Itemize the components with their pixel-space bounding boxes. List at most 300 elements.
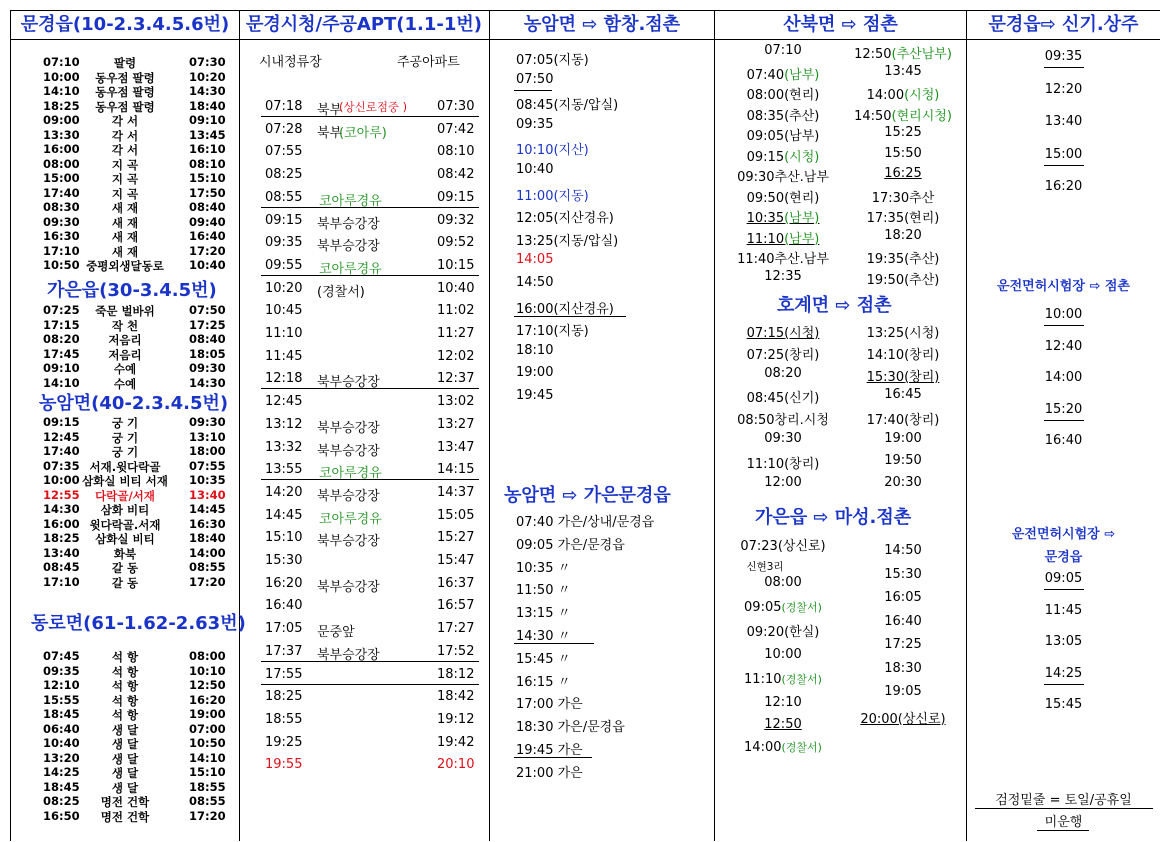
- route-stops: 새 재: [111, 244, 139, 259]
- route-stops: 죽문 벌바위: [95, 304, 155, 318]
- nongam-hamchang-time: 19:00: [516, 365, 554, 381]
- col3-section-gaeun: 농암면 ⇨ 가은문경읍: [504, 485, 671, 506]
- col1-row: [11, 113, 239, 127]
- depart-time: 08:00: [43, 156, 80, 171]
- col2-sub-right: 주공아파트: [397, 55, 460, 70]
- col1-row: [11, 459, 239, 473]
- depart-time: 07:28: [265, 121, 303, 137]
- sanbuk-time: 07:10: [764, 43, 802, 58]
- col1-row: [11, 186, 239, 200]
- route-via: (경찰서): [317, 284, 365, 300]
- nongam-gaeun-time: 18:30 가은/문경읍: [516, 720, 625, 736]
- sinki-time: 16:40: [1044, 433, 1083, 449]
- depart-time: 18:55: [265, 711, 303, 727]
- sanbuk-time: 08:00(현리): [746, 88, 820, 103]
- return-time: 17:20: [189, 808, 226, 823]
- route-stops: 다락골/서재: [95, 488, 155, 503]
- depart-time: 15:10: [265, 530, 303, 546]
- sanbuk-time: 17:40(창리): [866, 413, 940, 429]
- depart-time: 13:40: [43, 545, 80, 560]
- sanbuk-time: 11:10(남부): [746, 231, 820, 247]
- arrive-time: 18:42: [437, 689, 475, 705]
- col5-header: 문경읍⇨ 신기.상주: [967, 11, 1160, 40]
- sinki-time: 15:20: [1044, 401, 1083, 417]
- sinki-time: 15:00: [1044, 146, 1083, 162]
- col3-header: 농암면 ⇨ 함창.점촌: [490, 11, 714, 40]
- nongam-hamchang-time: 09:35: [516, 116, 554, 132]
- depart-time: 14:20: [265, 484, 303, 500]
- underline: [261, 479, 479, 480]
- depart-time: 07:45: [43, 649, 80, 663]
- sanbuk-time: 20:30: [884, 474, 922, 490]
- route-stops: 명전 건학: [100, 795, 150, 809]
- route-via: 북부승강장: [317, 375, 380, 391]
- depart-time: 10:20: [265, 280, 303, 296]
- col2-row: [239, 576, 489, 596]
- underline: [261, 684, 479, 685]
- underline: [514, 757, 592, 758]
- return-time: 08:00: [189, 649, 226, 663]
- underline: [1044, 165, 1084, 166]
- route-stops: 궁 기: [111, 430, 139, 445]
- nongam-gaeun-time: 17:00 가은: [516, 697, 583, 713]
- depart-time: 14:30: [43, 502, 80, 516]
- depart-time: 17:55: [265, 666, 303, 682]
- col1-row: [11, 55, 239, 69]
- return-time: 08:10: [189, 156, 226, 171]
- col2-row: [239, 281, 489, 301]
- depart-time: 11:10: [265, 326, 303, 341]
- nongam-gaeun-time: 21:00 가은: [516, 765, 583, 781]
- nongam-gaeun-time: 11:50 〃: [516, 583, 571, 599]
- col1-section-nongam: 농암면(40-2.3.4.5번): [39, 393, 229, 414]
- arrive-time: 16:57: [437, 598, 475, 614]
- route-stops: 생 달: [111, 722, 139, 737]
- col1-row: [11, 430, 239, 444]
- return-time: 08:55: [189, 794, 226, 808]
- col1-row: [11, 332, 239, 346]
- return-time: 07:30: [189, 55, 226, 69]
- arrive-time: 07:42: [437, 121, 475, 137]
- depart-time: 09:35: [265, 235, 303, 251]
- col2-row: [239, 735, 489, 755]
- route-stops: 동우점 팔령: [95, 85, 155, 99]
- underline: [261, 207, 479, 208]
- route-stops: 석 항: [111, 664, 139, 679]
- sanbuk-time: 11:10(창리): [746, 456, 820, 472]
- col1-row: [11, 376, 239, 390]
- sanbuk-time: 14:10(창리): [866, 347, 940, 363]
- sanbuk-time: 19:50: [884, 452, 922, 468]
- sanbuk-time: 12:35: [764, 268, 802, 284]
- depart-time: 16:30: [43, 229, 80, 243]
- depart-time: 18:45: [43, 707, 80, 721]
- route-note: 코아루경유: [319, 261, 382, 277]
- arrive-time: 14:15: [437, 462, 475, 478]
- return-time: 12:50: [189, 678, 226, 692]
- col2-row: [239, 303, 489, 323]
- sanbuk-time: 15:30(창리): [866, 369, 940, 385]
- route-note: 코아루경유: [319, 193, 382, 209]
- depart-time: 07:25: [43, 303, 80, 317]
- arrive-time: 09:15: [437, 189, 475, 205]
- sanbuk-time: 08:35(추산): [746, 108, 820, 124]
- return-time: 10:10: [189, 663, 226, 678]
- col1-section-gaeun: 가은읍(30-3.4.5번): [47, 280, 217, 301]
- route-note: 코아루경유: [319, 466, 382, 482]
- route-stops: 석 항: [111, 708, 139, 722]
- depart-time: 16:50: [43, 808, 80, 823]
- nongam-hamchang-time: 07:05(지동): [516, 53, 589, 68]
- gaeun-time: 14:50: [884, 543, 922, 558]
- return-time: 15:10: [189, 765, 226, 779]
- sanbuk-time: 14:00(시청): [866, 88, 940, 103]
- route-stops: 저음리: [108, 333, 142, 347]
- nongam-hamchang-time: 18:10: [516, 342, 554, 358]
- col-nongam: [490, 11, 715, 841]
- col5-section-license: 운전면허시험장 ⇨ 점촌: [997, 279, 1130, 294]
- col1-row: [11, 244, 239, 258]
- col2-row: [239, 326, 489, 346]
- col1-row: [11, 444, 239, 458]
- route-stops: 화북: [113, 546, 137, 561]
- arrive-time: 10:15: [437, 257, 475, 273]
- sanbuk-time: 07:25(창리): [746, 347, 820, 363]
- gaeun-time: 16:05: [884, 590, 922, 605]
- return-time: 13:10: [189, 429, 226, 444]
- route-stops: 궁 기: [111, 445, 139, 459]
- col1-row: [11, 157, 239, 171]
- route-stops: 삼화실 비티 서재: [82, 474, 168, 488]
- arrive-time: 13:27: [437, 416, 475, 432]
- col1-header: 문경읍(10-2.3.4.5.6번): [11, 11, 239, 40]
- timetable: [10, 10, 1160, 841]
- route-stops: 석 항: [111, 693, 139, 708]
- sanbuk-time: 11:40추산.남부: [737, 252, 829, 267]
- route-stops: 생 달: [111, 780, 139, 795]
- col2-row: [239, 417, 489, 437]
- col1-row: [11, 502, 239, 516]
- col5-section-mungyeong: 문경읍: [1044, 550, 1083, 565]
- depart-time: 07:18: [265, 99, 303, 114]
- col1-row: [11, 473, 239, 487]
- route-via: 북부승강장: [317, 647, 380, 663]
- gaeun-time: 19:05: [884, 684, 922, 699]
- arrive-time: 20:10: [437, 757, 475, 773]
- return-time: 16:10: [189, 142, 226, 156]
- return-time: 14:45: [189, 502, 226, 516]
- return-time: 07:55: [189, 458, 226, 473]
- underline: [514, 643, 594, 644]
- gaeun-time: 12:50: [764, 717, 802, 732]
- nongam-hamchang-time: 10:40: [516, 162, 554, 177]
- nongam-gaeun-time: 16:15 〃: [516, 674, 571, 690]
- route-via: 북부승강장: [317, 579, 380, 595]
- arrive-time: 13:47: [437, 439, 475, 455]
- col2-row: [239, 508, 489, 528]
- sinki-time: 09:05: [1044, 571, 1083, 586]
- col1-row: [11, 361, 239, 375]
- depart-time: 17:37: [265, 643, 303, 659]
- route-stops: 윗다락골.서재: [89, 517, 161, 532]
- depart-time: 09:00: [43, 113, 80, 127]
- depart-time: 09:55: [265, 257, 303, 273]
- gaeun-time: 08:00: [764, 575, 802, 590]
- depart-time: 13:30: [43, 127, 80, 142]
- sinki-time: 14:00: [1044, 370, 1083, 386]
- sanbuk-time: 09:30추산.남부: [737, 170, 829, 185]
- sinki-time: 10:00: [1044, 307, 1083, 322]
- depart-time: 09:35: [43, 663, 80, 678]
- route-stops: 수예: [113, 376, 137, 391]
- depart-time: 17:45: [43, 346, 80, 361]
- col1-row: [11, 722, 239, 736]
- return-time: 10:40: [189, 258, 226, 272]
- gaeun-time: 15:30: [884, 566, 922, 582]
- route-via: 북부: [317, 125, 343, 141]
- col1-row: [11, 171, 239, 185]
- col1-row: [11, 809, 239, 823]
- sinki-time: 13:40: [1044, 114, 1083, 129]
- legend-note: 검정밑줄 = 토일/공휴일: [995, 793, 1132, 808]
- sanbuk-time: 14:50(현리시청): [854, 108, 952, 124]
- gaeun-time: 14:00(경찰서): [744, 740, 822, 755]
- return-time: 16:20: [189, 692, 226, 707]
- depart-time: 10:45: [265, 303, 303, 319]
- nongam-hamchang-time: 12:05(지산경유): [516, 211, 614, 227]
- col1-row: [11, 693, 239, 707]
- col2-row: [239, 144, 489, 164]
- depart-time: 14:10: [43, 375, 80, 390]
- nongam-hamchang-time: 13:25(지동/압실): [516, 233, 619, 249]
- depart-time: 18:25: [43, 531, 80, 545]
- depart-time: 10:00: [43, 473, 80, 487]
- col2-row: [239, 757, 489, 777]
- arrive-time: 18:12: [437, 666, 475, 682]
- depart-time: 07:55: [265, 144, 303, 160]
- route-stops: 생 달: [111, 751, 139, 766]
- route-via: 북부: [317, 103, 343, 118]
- underline: [514, 90, 552, 91]
- arrive-time: 08:10: [437, 144, 475, 160]
- sanbuk-time: 12:00: [764, 474, 802, 490]
- sanbuk-time: 08:50창리.시청: [737, 413, 829, 429]
- depart-time: 14:10: [43, 84, 80, 98]
- depart-time: 13:20: [43, 750, 80, 765]
- col1-row: [11, 780, 239, 794]
- col2-row: [239, 440, 489, 460]
- nongam-gaeun-time: 14:30 〃: [516, 629, 571, 644]
- nongam-hamchang-time: 08:45(지동/압실): [516, 98, 619, 114]
- col2-sub-left: 시내정류장: [259, 55, 322, 70]
- arrive-time: 10:40: [437, 280, 475, 296]
- depart-time: 08:25: [265, 167, 303, 183]
- col1-row: [11, 347, 239, 361]
- depart-time: 18:45: [43, 779, 80, 794]
- route-stops: 팔령: [113, 56, 137, 70]
- col1-row: [11, 415, 239, 429]
- depart-time: 08:25: [43, 794, 80, 808]
- depart-time: 19:55: [265, 757, 303, 773]
- col2-row: [239, 485, 489, 505]
- route-stops: 서재.윗다락골: [89, 459, 161, 474]
- return-time: 18:00: [189, 444, 226, 458]
- route-note: (상신로점중 ): [339, 100, 408, 114]
- depart-time: 12:45: [43, 429, 80, 444]
- depart-time: 12:10: [43, 678, 80, 692]
- route-stops: 동우점 팔령: [95, 70, 155, 85]
- return-time: 17:20: [189, 574, 226, 589]
- depart-time: 12:55: [43, 487, 80, 502]
- underline: [1044, 325, 1084, 326]
- col1-row: [11, 258, 239, 272]
- return-time: 18:40: [189, 531, 226, 545]
- route-via: 북부승강장: [317, 488, 380, 504]
- route-stops: 각 서: [111, 128, 139, 143]
- route-stops: 동우점 팔령: [95, 99, 155, 114]
- depart-time: 10:40: [43, 736, 80, 750]
- sanbuk-time: 18:20: [884, 227, 922, 243]
- depart-time: 08:55: [265, 189, 303, 205]
- route-stops: 작 천: [111, 318, 139, 333]
- underline: [1044, 589, 1084, 590]
- route-stops: 지 곡: [111, 172, 139, 186]
- return-time: 17:25: [189, 317, 226, 332]
- sinki-time: 14:25: [1044, 665, 1083, 681]
- nongam-hamchang-time: 16:00(지산경유): [516, 301, 614, 317]
- depart-time: 09:10: [43, 361, 80, 375]
- return-time: 15:10: [189, 171, 226, 185]
- route-stops: 지 곡: [111, 186, 139, 201]
- route-stops: 석 항: [111, 650, 139, 664]
- return-time: 18:05: [189, 346, 226, 361]
- arrive-time: 17:27: [437, 621, 475, 637]
- sanbuk-time: 19:00: [884, 431, 922, 446]
- sanbuk-time: 17:35(현리): [866, 211, 940, 226]
- depart-time: 18:25: [265, 689, 303, 705]
- route-stops: 중평외생달동로: [86, 259, 164, 273]
- sanbuk-time: 19:50(추산): [866, 272, 940, 288]
- col2-row: [239, 213, 489, 233]
- gaeun-time: 17:25: [884, 637, 922, 652]
- col4-header: 산북면 ⇨ 점촌: [715, 11, 966, 40]
- col1-row: [11, 517, 239, 531]
- nongam-hamchang-time: 10:10(지산): [516, 143, 589, 159]
- underline: [261, 275, 479, 276]
- underline: [975, 808, 1153, 809]
- col1-row: [11, 318, 239, 332]
- col2-row: [239, 394, 489, 414]
- col2-row: [239, 167, 489, 187]
- sanbuk-time: 09:05(남부): [746, 129, 820, 144]
- col2-row: [239, 553, 489, 573]
- sanbuk-time: 10:35(남부): [746, 211, 820, 226]
- col4-section-gaeun-maseong: 가은읍 ⇨ 마성.점촌: [755, 507, 912, 528]
- depart-time: 18:25: [43, 98, 80, 113]
- route-note: (코아루): [339, 125, 387, 141]
- sanbuk-time: 16:45: [884, 387, 922, 403]
- col2-row: [239, 530, 489, 550]
- return-time: 08:40: [189, 332, 226, 346]
- nongam-gaeun-time: 09:05 가은/문경읍: [516, 537, 625, 553]
- sanbuk-time: 15:25: [884, 125, 922, 140]
- col-mungyeong-eup: [10, 11, 246, 841]
- nongam-gaeun-time: 19:45 가은: [516, 743, 583, 758]
- col1-row: [11, 70, 239, 84]
- depart-time: 08:45: [43, 560, 80, 574]
- col1-row: [11, 678, 239, 692]
- depart-time: 13:32: [265, 439, 303, 455]
- return-time: 18:40: [189, 98, 226, 113]
- return-time: 10:50: [189, 736, 226, 750]
- underline: [1037, 830, 1089, 831]
- underline: [261, 116, 479, 117]
- nongam-hamchang-time: 14:50: [516, 275, 554, 290]
- col1-row: [11, 531, 239, 545]
- depart-time: 10:00: [43, 69, 80, 84]
- route-stops: 명전 건학: [100, 809, 150, 824]
- route-stops: 지 곡: [111, 157, 139, 172]
- return-time: 13:45: [189, 127, 226, 142]
- col-sanbuk: [715, 11, 967, 841]
- sinki-time: 12:40: [1044, 338, 1083, 354]
- gaeun-time: 16:40: [884, 613, 922, 629]
- col1-section-dongro: 동로면(61-1.62-2.63번): [31, 613, 246, 634]
- return-time: 07:00: [189, 721, 226, 736]
- depart-time: 15:30: [265, 553, 303, 568]
- route-via: 북부승강장: [317, 534, 380, 550]
- nongam-gaeun-time: 10:35 〃: [516, 560, 571, 576]
- depart-time: 16:20: [265, 575, 303, 591]
- return-time: 16:30: [189, 516, 226, 531]
- sinki-time: 13:05: [1044, 634, 1083, 650]
- arrive-time: 15:05: [437, 507, 475, 523]
- route-stops: 생 달: [111, 737, 139, 751]
- route-stops: 새 재: [111, 215, 139, 230]
- route-via: 북부승강장: [317, 216, 380, 232]
- depart-time: 17:05: [265, 621, 303, 637]
- return-time: 10:20: [189, 69, 226, 84]
- depart-time: 08:20: [43, 332, 80, 346]
- nongam-gaeun-time: 13:15 〃: [516, 606, 571, 622]
- route-stops: 삼화실 비티: [95, 532, 155, 546]
- sinki-time: 16:20: [1044, 179, 1083, 194]
- sanbuk-time: 07:15(시청): [746, 326, 820, 341]
- col1-row: [11, 84, 239, 98]
- arrive-time: 15:47: [437, 553, 475, 568]
- route-via: 북부승강장: [317, 239, 380, 255]
- route-stops: 갈 동: [111, 575, 139, 590]
- depart-time: 09:30: [43, 214, 80, 229]
- arrive-time: 08:42: [437, 167, 475, 183]
- return-time: 18:55: [189, 779, 226, 794]
- col2-header: 문경시청/주공APT(1.1-1번): [239, 11, 489, 40]
- underline: [1044, 684, 1084, 685]
- depart-time: 13:55: [265, 462, 303, 478]
- depart-time: 17:10: [43, 574, 80, 589]
- col1-row: [11, 794, 239, 808]
- return-time: 17:20: [189, 243, 226, 258]
- sanbuk-time: 09:15(시청): [746, 149, 820, 165]
- sanbuk-time: 16:25: [884, 166, 922, 181]
- gaeun-time: 18:30: [884, 660, 922, 676]
- underline: [1044, 420, 1084, 421]
- route-note: 코아루경유: [319, 511, 382, 527]
- sanbuk-time: 13:45: [884, 63, 922, 79]
- depart-time: 16:00: [43, 142, 80, 156]
- nongam-hamchang-time: 17:10(지동): [516, 324, 589, 340]
- return-time: 09:30: [189, 361, 226, 375]
